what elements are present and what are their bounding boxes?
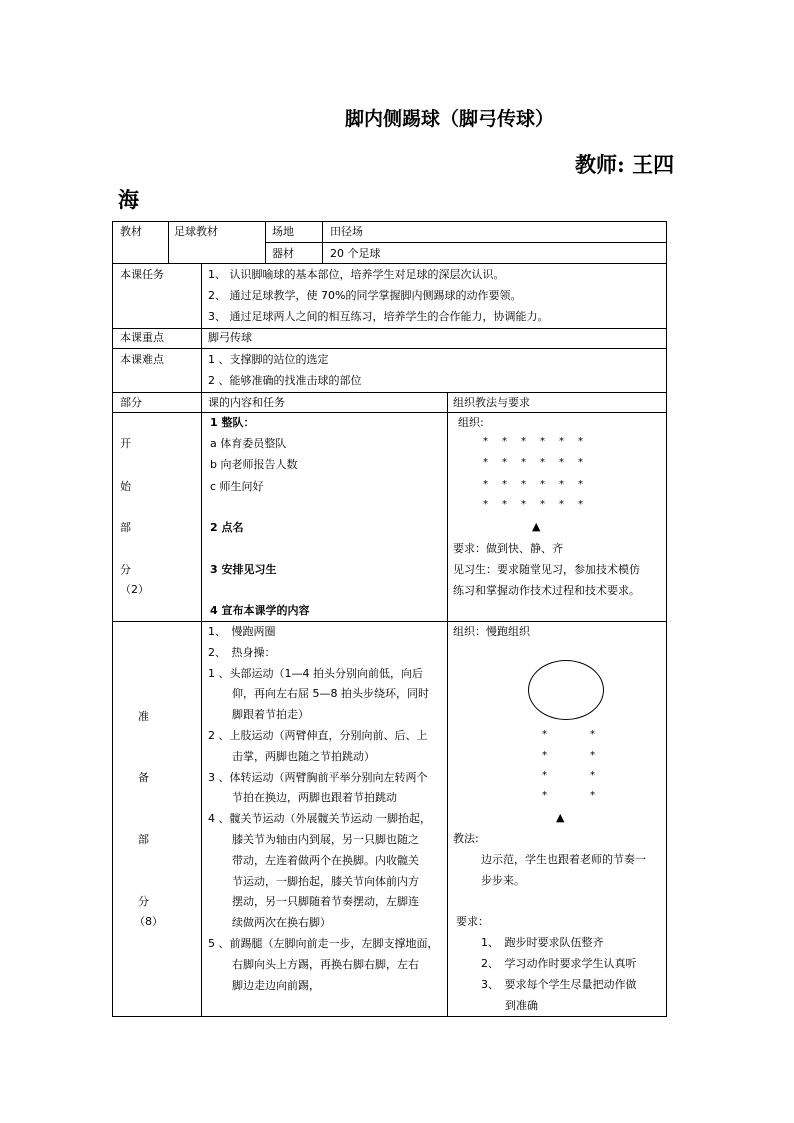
start-org-label: 组织: (458, 416, 484, 429)
student-star-icon: * (540, 457, 545, 468)
student-star-icon: * (540, 479, 545, 490)
row-line (112, 328, 667, 329)
start-time: （2） (120, 583, 149, 596)
student-star-icon: * (521, 499, 526, 510)
student-star-icon: * (542, 790, 547, 801)
student-star-icon: * (521, 436, 526, 447)
table-border-right (666, 221, 667, 1017)
difficulty-item: 2 、能够准确的找准击球的部位 (208, 374, 362, 387)
student-star-icon: * (521, 479, 526, 490)
student-star-icon: * (578, 457, 583, 468)
student-star-icon: * (542, 770, 547, 781)
student-star-icon: * (559, 499, 564, 510)
prep-content-line: 3 、体转运动（两臂胸前平举分别向左转两个 (208, 770, 428, 784)
difficulty-label: 本课难点 (120, 353, 164, 366)
prep-content-line: 脚边走边向前踢， (232, 978, 320, 992)
col-header-part: 部分 (120, 396, 142, 409)
prep-method-label: 教法: (453, 832, 479, 845)
start-part-char: 开 (120, 437, 131, 450)
changdi-value: 田径场 (330, 225, 363, 238)
task-item: 3、 通过足球两人之间的相互练习，培养学生的合作能力，协调能力。 (208, 310, 549, 323)
student-star-icon: * (559, 436, 564, 447)
row-line (265, 242, 666, 243)
start-content-line: a 体育委员整队 (210, 437, 287, 450)
page-title: 脚内侧踢球（脚弓传球） (345, 108, 555, 130)
student-star-icon: * (578, 499, 583, 510)
prep-req-line: 到准确 (505, 999, 538, 1012)
prep-req-line: 1、 跑步时要求队伍整齐 (481, 936, 604, 949)
prep-req-line: 3、 要求每个学生尽量把动作做 (481, 978, 637, 991)
prep-content-line: 2、 热身操： (208, 645, 276, 659)
prep-content-line: 2 、上肢运动（两臂伸直，分别向前、后、上 (208, 729, 428, 742)
prep-content-line: 节运动，一脚抬起，膝关节向体前内方 (232, 874, 419, 888)
row-line (112, 348, 667, 349)
student-star-icon: * (521, 457, 526, 468)
col-header-org: 组织教法与要求 (453, 396, 530, 409)
row-line (112, 392, 667, 393)
table-border-left (112, 221, 113, 1017)
col-line (168, 221, 169, 263)
prep-content-line: 1 、头部运动（1—4 拍头分别向前低，向后 (208, 666, 423, 680)
start-part-char: 分 (120, 563, 131, 576)
qicai-value: 20 个足球 (330, 247, 381, 260)
task-label: 本课任务 (120, 268, 164, 281)
start-content-line: b 向老师报告人数 (210, 458, 298, 471)
student-star-icon: * (590, 729, 595, 740)
prep-part-char: 备 (138, 771, 149, 784)
prep-part-char: 分 (138, 895, 149, 908)
start-requirement: 要求：做到快、静、齐 (453, 542, 563, 555)
start-observer-line: 见习生：要求随堂见习，参加技术模仿 (453, 563, 640, 576)
student-star-icon: * (559, 479, 564, 490)
task-item: 1、 认识脚喻球的基本部位，培养学生对足球的深层次认识。 (208, 268, 505, 281)
start-content-line: 4 宣布本课学的内容 (210, 604, 310, 617)
start-content-line: 2 点名 (210, 521, 244, 534)
student-star-icon: * (578, 479, 583, 490)
student-star-icon: * (483, 457, 488, 468)
student-star-icon: * (483, 479, 488, 490)
student-star-icon: * (590, 770, 595, 781)
jiaocai-label: 教材 (120, 225, 142, 238)
prep-part-char: 准 (138, 710, 149, 723)
table-border-bottom (112, 1016, 667, 1017)
prep-content-line: 脚跟着节拍走） (232, 708, 309, 722)
focus-value: 脚弓传球 (208, 331, 252, 344)
row-line (112, 621, 667, 622)
difficulty-item: 1 、支撑脚的站位的选定 (208, 353, 329, 366)
student-star-icon: * (540, 436, 545, 447)
col-line (201, 263, 202, 1017)
prep-content-line: 仰，再向左右屈 5—8 拍头步绕环，同时 (232, 687, 429, 701)
student-star-icon: * (502, 457, 507, 468)
row-line (112, 263, 667, 264)
teacher-triangle-icon: ▲ (532, 520, 541, 533)
focus-label: 本课重点 (120, 331, 164, 344)
student-star-icon: * (590, 750, 595, 761)
start-part-char: 部 (120, 521, 131, 534)
prep-org-label: 组织：慢跑组织 (453, 625, 530, 638)
student-star-icon: * (578, 436, 583, 447)
prep-content-line: 右脚向头上方踢，再换右脚右脚，左右 (232, 957, 419, 971)
start-observer-line: 练习和掌握动作技术过程和技术要求。 (453, 584, 640, 597)
student-star-icon: * (542, 750, 547, 761)
start-content-line: 3 安排见习生 (210, 563, 277, 576)
start-content-line: 1 整队： (210, 416, 255, 429)
student-star-icon: * (502, 499, 507, 510)
teacher-triangle-icon: ▲ (556, 811, 565, 824)
student-star-icon: * (502, 436, 507, 447)
changdi-label: 场地 (272, 225, 294, 238)
qicai-label: 器材 (272, 247, 294, 260)
row-line (112, 412, 667, 413)
prep-method-line: 边示范，学生也跟着老师的节奏一 (481, 853, 646, 866)
prep-content-line: 续做两次在换右脚） (232, 916, 331, 930)
student-star-icon: * (483, 499, 488, 510)
prep-content-line: 带动，左连着做两个在换脚。内收髋关 (232, 853, 419, 867)
col-line (447, 392, 448, 1017)
student-star-icon: * (502, 479, 507, 490)
student-star-icon: * (542, 729, 547, 740)
prep-req-label: 要求： (456, 915, 489, 928)
jiaocai-value: 足球教材 (174, 225, 218, 238)
prep-method-line: 步步来。 (481, 874, 525, 887)
prep-content-line: 膝关节为轴由内到展，另一只脚也随之 (232, 833, 419, 846)
teacher-line-1: 教师: 王四 (575, 152, 675, 177)
teacher-line-2: 海 (118, 187, 139, 212)
prep-content-line: 1、 慢跑两圈 (208, 625, 276, 638)
task-item: 2、 通过足球教学，使 70%的同学掌握脚内侧踢球的动作要领。 (208, 289, 522, 302)
prep-part-char: 部 (138, 833, 149, 846)
prep-req-line: 2、 学习动作时要求学生认真听 (481, 957, 637, 970)
prep-content-line: 4 、髋关节运动（外展髋关节运动 一脚抬起， (208, 812, 431, 826)
student-star-icon: * (483, 436, 488, 447)
prep-content-line: 5 、前踢腿（左脚向前走一步，左脚支撑地面， (208, 937, 439, 950)
table-border-top (112, 221, 667, 222)
col-line (322, 221, 323, 263)
running-circle-shape (528, 660, 604, 720)
student-star-icon: * (559, 457, 564, 468)
prep-content-line: 击掌，两脚也随之节拍跳动） (232, 749, 375, 763)
student-star-icon: * (590, 790, 595, 801)
start-part-char: 始 (120, 480, 131, 493)
col-line (265, 221, 266, 263)
prep-content-line: 摆动，另一只脚随着节奏摆动，左脚连 (232, 895, 419, 909)
start-content-line: c 师生问好 (210, 480, 264, 493)
col-header-content: 课的内容和任务 (208, 396, 285, 409)
prep-time: （8） (134, 915, 163, 928)
student-star-icon: * (540, 499, 545, 510)
prep-content-line: 节拍在换边，两脚也跟着节拍跳动 (232, 791, 397, 805)
